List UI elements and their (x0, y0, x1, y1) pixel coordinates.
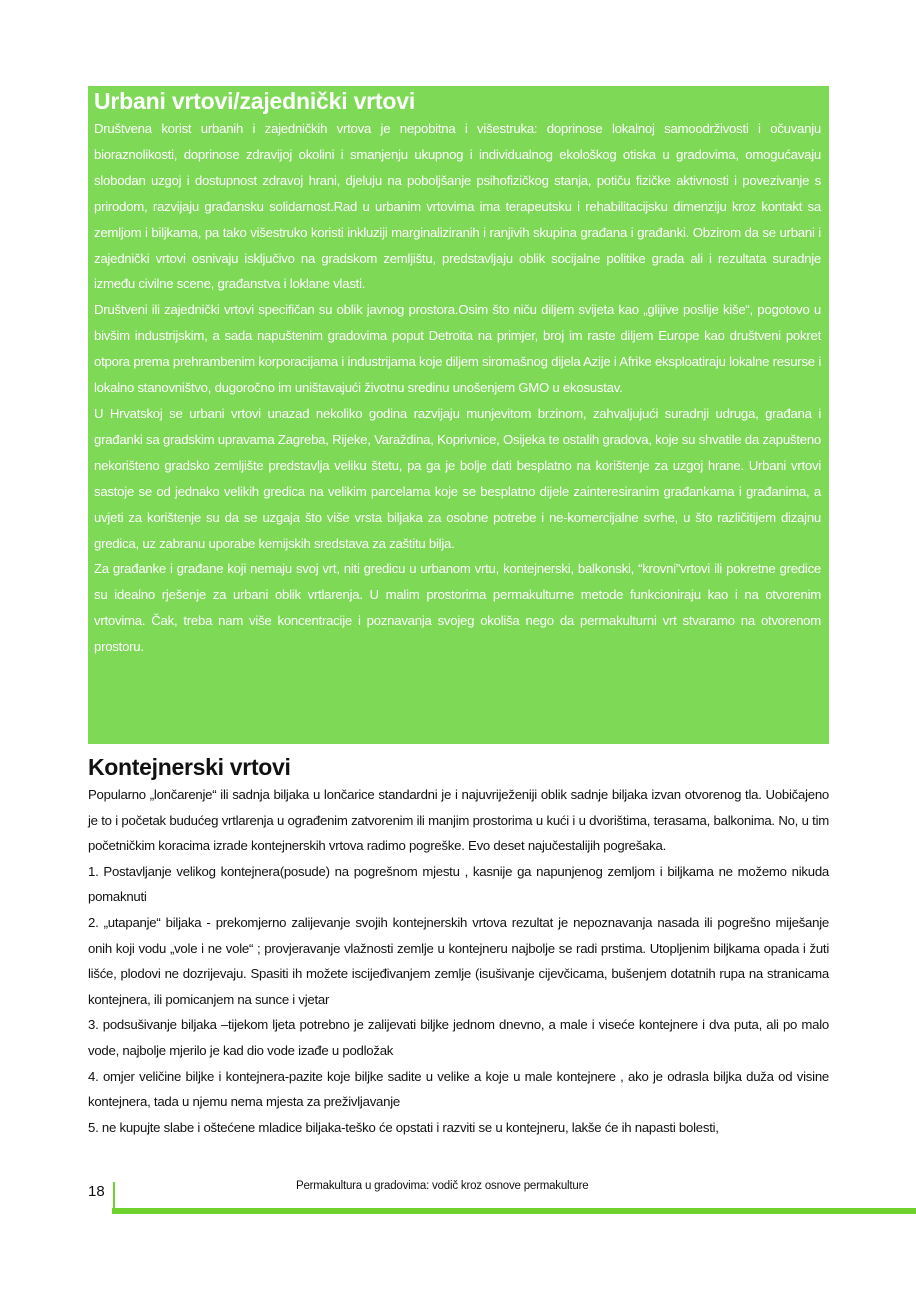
list-item: 4. omjer veličine biljke i kontejnera-pazite koje biljke sadite u velike a koje u male kontejnere , ako je odrasla biljka duža od visine kontejnera, tada u njemu nema mjesta za preživljavanje (88, 1068, 829, 1110)
footer-title: Permakultura u gradovima: vodič kroz osnove permakulture (296, 1180, 589, 1192)
box-paragraph: Društveni ili zajednički vrtovi specifičan su oblik javnog prostora.Osim što niču diljem svijeta kao „glijive poslije kiše“, pogotovo u bivšim industrijskim, a sada napuštenim gradovima poput Detroita na primjer, broj im raste diljem Europe kao društveni pokret otpora prema prehrambenim korporacijama i industrijama koje diljem siromašnog dijela Azije i Afrike eksploatiraju lokalne resurse i lokalno stanovništvo, dugoročno im uništavajući životnu sredinu unošenjem GMO u ekosustav. (94, 302, 821, 396)
main-content (88, 752, 829, 1140)
box-paragraph: U Hrvatskoj se urbani vrtovi unazad nekoliko godina razvijaju munjevitom brzinom, zahvaljujući suradnji udruga, građana i građanki sa gradskim upravama Zagreba, Rijeke, Varaždina, Koprivnice, Osijeka te ostalih gradova, koje su shvatile da zapušteno nekorišteno gradsko zemljište predstavlja veliku štetu, pa ga je bolje dati besplatno na korištenje za uzgoj hrane. Urbani vrtovi sastoje se od jednako velikih gredica na velikim parcelama koje se besplatno dijele zainteresiranim građankama i građanima, a uvjeti za korištenje su da se uzgaja što više vrsta biljaka za osobne potrebe i ne-komercijalne svrhe, u što različitijem dizajnu gredica, uz zabranu uporabe kemijskih sredstava za zaštitu bilja. (94, 405, 821, 551)
box-paragraph: Društvena korist urbanih i zajedničkih vrtova je nepobitna i višestruka: doprinose lokalnoj samoodrživosti i očuvanju bioraznolikosti, doprinose zdravijoj okolini i smanjenju ukupnog i individualnog ekološkog otiska u gradovima, omogućavaju slobodan uzgoj i dostupnost zdravoj hrani, djeluju na poboljšanje psihofizičkog stanja, potiču fizičke aktivnosti i povezivanje s prirodom, razvijaju građansku solidarnost.Rad u urbanim vrtovima ima terapeutsku i rehabilitacijsku dimenziju kroz kontakt sa zemljom i biljkama, pa tako višestruko koristi inkluziji marginaliziranih i ranjivih skupina građana i građanki. Obzirom da se urbani i zajednički vrtovi osnivaju isključivo na gradskom zemljištu, predstavljaju oblik socijalne politike grada ali i rezultata suradnje između civilne scene, građanstva i loklane vlasti. (94, 121, 821, 292)
box-title: Urbani vrtovi/zajednički vrtovi (94, 88, 416, 114)
footer-rule (112, 1208, 916, 1214)
box-paragraph: Za građanke i građane koji nemaju svoj vrt, niti gredicu u urbanom vrtu, kontejnerski, balkonski, “krovni”vrtovi ili pokretne gredice su idealno rješenje za urbani oblik vrtlarenja. U malim prostorima permakulturne metode funkcioniraju kao i na otvorenim vrtovima. Čak, treba nam više koncentracije i poznavanja svojeg okoliša nego da permakulturni vrt stvaramo na otvorenom prostoru. (94, 561, 821, 655)
list-item: 3. podsušivanje biljaka –tijekom ljeta potrebno je zalijevati biljke jednom dnevno, a male i viseće kontejnere i dva puta, ali po malo vode, najbolje mjerilo je kad dio vode izađe u podložak (88, 1017, 829, 1058)
page-number: 18 (88, 1183, 105, 1200)
list-item: 5. ne kupujte slabe i oštećene mladice biljaka-teško će opstati i razviti se u kontejneru, lakše će ih napasti bolesti, (88, 1119, 719, 1135)
section-title: Kontejnerski vrtovi (88, 754, 291, 780)
list-item: 1. Postavljanje velikog kontejnera(posude) na pogrešnom mjestu , kasnije ga napunjenog zemljom i biljkama ne možemo nikuda pomaknuti (88, 863, 829, 905)
highlight-box (88, 86, 829, 744)
intro-paragraph: Popularno „lončarenje“ ili sadnja biljaka u lončarice standardni je i najuvriježeniji oblik sadnje biljaka izvan otvorenog tla. Uobičajeno je to i početak budućeg vrtlarenja u ograđenim zatvorenim ili manjim prostorima u kući i u dvorištima, terasama, balkonima. No, u tim početničkim koracima izrade kontejnerskih vrtova radimo pogreške. Evo deset najučestalijih pogrešaka. (88, 787, 829, 854)
list-item: 2. „utapanje“ biljaka - prekomjerno zalijevanje svojih kontejnerskih vrtova rezultat je nepoznavanja nasada ili pogrešno miješanje onih koji vodu „vole i ne vole“ ; provjeravanje vlažnosti zemlje u kontejneru najbolje se radi prstima. Utopljenim biljkama opada i žuti lišće, plodovi ne dozrijevaju. Spasiti ih možete iscijeđivanjem zemlje (isušivanje cijevčicama, bušenjem dotatnih rupa na stranicama kontejnera, ili pomicanjem na sunce i vjetar (88, 914, 829, 1007)
